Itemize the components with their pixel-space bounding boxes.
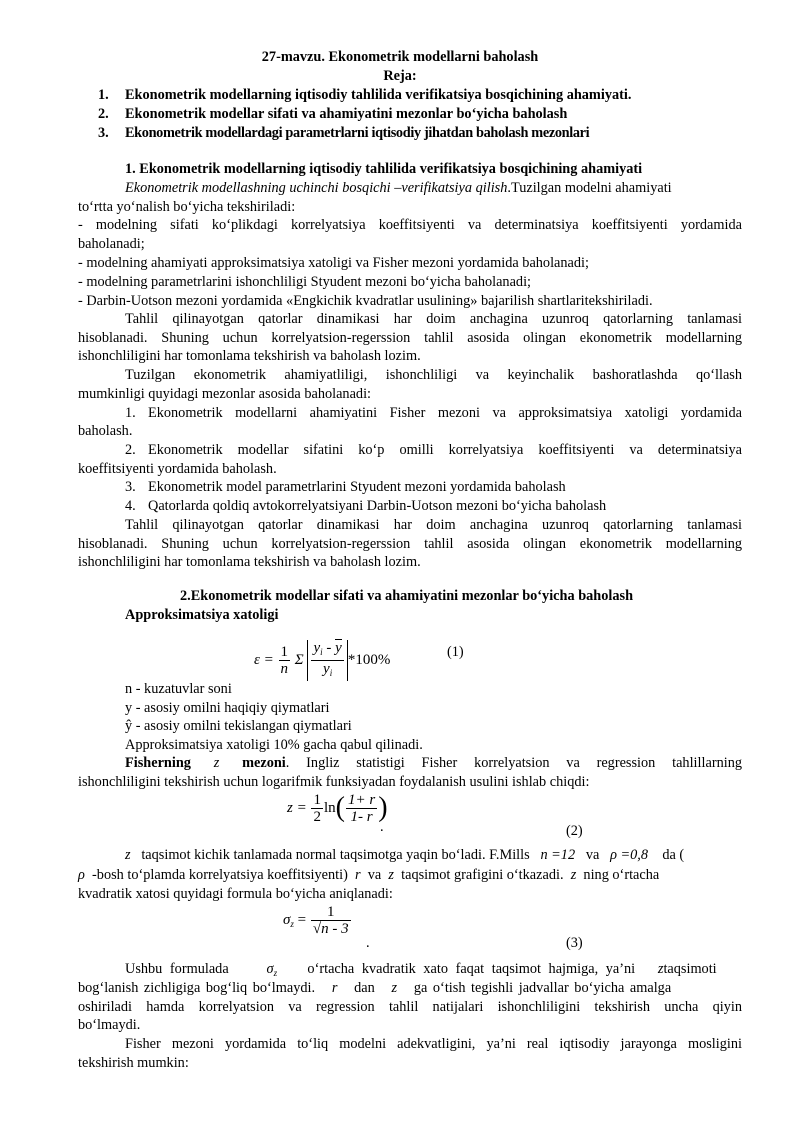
plan-label: Reja: [383, 68, 417, 84]
formula-fisher-z: z = $\frac{1}{2}$ ln( $\frac{1+ r}{1- r}$ ) [287, 792, 388, 825]
usage-paragraph-line2: bog‘lanish zichligiga bog‘liq bo‘lmaydi. r dan z ga o‘tish tegishli jadvallar bo‘yicha amalga [78, 980, 672, 996]
page-title: 27-mavzu. Ekonometrik modellarni baholash [261, 49, 539, 65]
section1-intro: Ekonometrik modellashning uchinchi bosqichi –verifikatsiya qilish.Tuzilgan modelni ahamiyati [125, 180, 672, 196]
definition-y: y - asosiy omilni haqiqiy qiymatlari [125, 700, 330, 716]
usage-paragraph-line3: oshiriladi hamda korrelyatsion va regression tahlil natijalari ishonchliligini tekshirish uncha qiyin [78, 999, 742, 1015]
evaluation-list-item-4: 4. Qatorlarda qoldiq avtokorrelyatsiyani Darbin-Uotson mezoni bo‘yicha baholash [125, 498, 607, 514]
definition-y-hat: ŷ - asosiy omilni tekislangan qiymatlari [125, 718, 352, 734]
evaluation-list-item-1-cont: baholash. [78, 423, 133, 439]
z-paragraph-line1: z taqsimot kichik tanlamada normal taqsimotga yaqin bo‘ladi. F.Mills n =12 va ρ =0,8 da ( [125, 847, 685, 863]
formula-approximation-error: ε = $\frac{1}{n}$ Σ $\frac{y_i - y}{y_i}$ *100% [254, 640, 390, 681]
evaluation-list-item-1: Ekonometrik modellarni ahamiyatini Fisher mezoni va approksimatsiya xatoligi yordamida [148, 405, 742, 421]
z-paragraph-line3: kvadratik xatosi quyidagi formula bo‘yicha aniqlanadi: [78, 886, 393, 902]
evaluation-list-item-2: Ekonometrik modellar sifatini ko‘p omilli korrelyatsiya koeffitsiyenti va determinatsiya [148, 442, 742, 458]
fisher-paragraph-line1: Fisherning z mezoni. Ingliz statistigi Fisher korrelyatsion va regression tahlillarning [125, 755, 742, 771]
usage-paragraph-line1: Ushbu formulada $\sigma_z$ o‘rtacha kvadratik xato faqat taqsimot hajmiga, ya’ni ztaqsimoti [125, 961, 717, 978]
paragraph-2-line1: Tuzilgan ekonometrik ahamiyatliligi, ishonchliligi va keyinchalik bashoratlashda qo‘llash [125, 367, 742, 383]
evaluation-list-number-1: 1. [125, 405, 136, 421]
evaluation-list-item-3: 3. Ekonometrik model parametrlarini Styudent mezoni yordamida baholash [125, 479, 566, 495]
formula-3-number: (3) [566, 935, 583, 951]
z-paragraph-line2: ρ -bosh to‘plamda korrelyatsiya koeffitsiyenti) r va z taqsimot grafigini o‘tkazadi. z ning o‘rtacha [78, 867, 660, 883]
paragraph-1-line1: Tahlil qilinayotgan qatorlar dinamikasi har doim anchagina uzunroq qatorlarning tanlamasi [125, 311, 742, 327]
final-paragraph-line1: Fisher mezoni yordamida to‘liq modelni adekvatligini, ya’ni real iqtisodiy jarayonga mosligini [125, 1036, 742, 1052]
criteria-item-parameters: - modelning parametrlarini ishonchliligi Styudent mezoni bo‘yicha baholanadi; [78, 274, 532, 290]
section1-intro-line2: to‘rtta yo‘nalish bo‘yicha tekshiriladi: [78, 199, 296, 215]
paragraph-1-line2: hisoblanadi. Shuning uchun korrelyatsion-regerssion tahlil asosida olingan ekonometrik modellarning [78, 330, 742, 346]
criteria-item-significance: - modelning ahamiyati approksimatsiya xatoligi va Fisher mezoni yordamida baholanadi; [78, 255, 589, 271]
section1-heading: 1. Ekonometrik modellarning iqtisodiy tahlilida verifikatsiya bosqichining ahamiyati [125, 161, 643, 177]
evaluation-list-item-2-cont: koeffitsiyenti yordamida baholash. [78, 461, 277, 477]
plan-item-3: 3. Ekonometrik modellardagi parametrlarni iqtisodiy jihatdan baholash mezonlari [98, 125, 590, 141]
paragraph-1-line3: ishonchliligini har tomonlama tekshirish va baholash lozim. [78, 348, 421, 364]
approximation-error-subheading: Approksimatsiya xatoligi [125, 607, 279, 623]
approximation-note: Approksimatsiya xatoligi 10% gacha qabul qilinadi. [125, 737, 423, 753]
evaluation-list-number-2: 2. [125, 442, 136, 458]
criteria-item-durbin-watson: - Darbin-Uotson mezoni yordamida «Engkichik kvadratlar usulining» bajarilish shartlaritekshiriladi. [78, 293, 653, 309]
criteria-item-quality: - modelning sifati ko‘plikdagi korrelyatsiya koeffitsiyenti va determinatsiya koeffitsiyenti yordamida [78, 217, 742, 233]
formula-sigma-z: $\sigma_z$ = $\frac{1}{√n - 3}$ [283, 904, 349, 937]
plan-item-1: 1. Ekonometrik modellarning iqtisodiy tahlilida verifikatsiya bosqichining ahamiyati. [98, 87, 632, 103]
fisher-paragraph-line2: ishonchliligini tekshirish uchun logarifmik funksiyadan foydalanish usulini ishlab chiqdi: [78, 774, 590, 790]
final-paragraph-line2: tekshirish mumkin: [78, 1055, 189, 1071]
formula-1-number: (1) [447, 644, 464, 660]
usage-paragraph-line4: bo‘lmaydi. [78, 1017, 141, 1033]
formula-3-dot: . [366, 935, 370, 951]
plan-item-2: 2. Ekonometrik modellar sifati va ahamiyatini mezonlar bo‘yicha baholash [98, 106, 568, 122]
paragraph-3-line2: hisoblanadi. Shuning uchun korrelyatsion-regerssion tahlil asosida olingan ekonometrik modellarning [78, 536, 742, 552]
paragraph-3-line3: ishonchliligini har tomonlama tekshirish va baholash lozim. [78, 554, 421, 570]
formula-2-dot: . [380, 819, 384, 835]
formula-2-number: (2) [566, 823, 583, 839]
section2-heading: 2.Ekonometrik modellar sifati va ahamiyatini mezonlar bo‘yicha baholash [180, 588, 634, 604]
criteria-item-quality-cont: baholanadi; [78, 236, 145, 252]
definition-n: n - kuzatuvlar soni [125, 681, 232, 697]
paragraph-3-line1: Tahlil qilinayotgan qatorlar dinamikasi har doim anchagina uzunroq qatorlarning tanlamasi [125, 517, 742, 533]
paragraph-2-line2: mumkinligi quyidagi mezonlar asosida baholanadi: [78, 386, 372, 402]
